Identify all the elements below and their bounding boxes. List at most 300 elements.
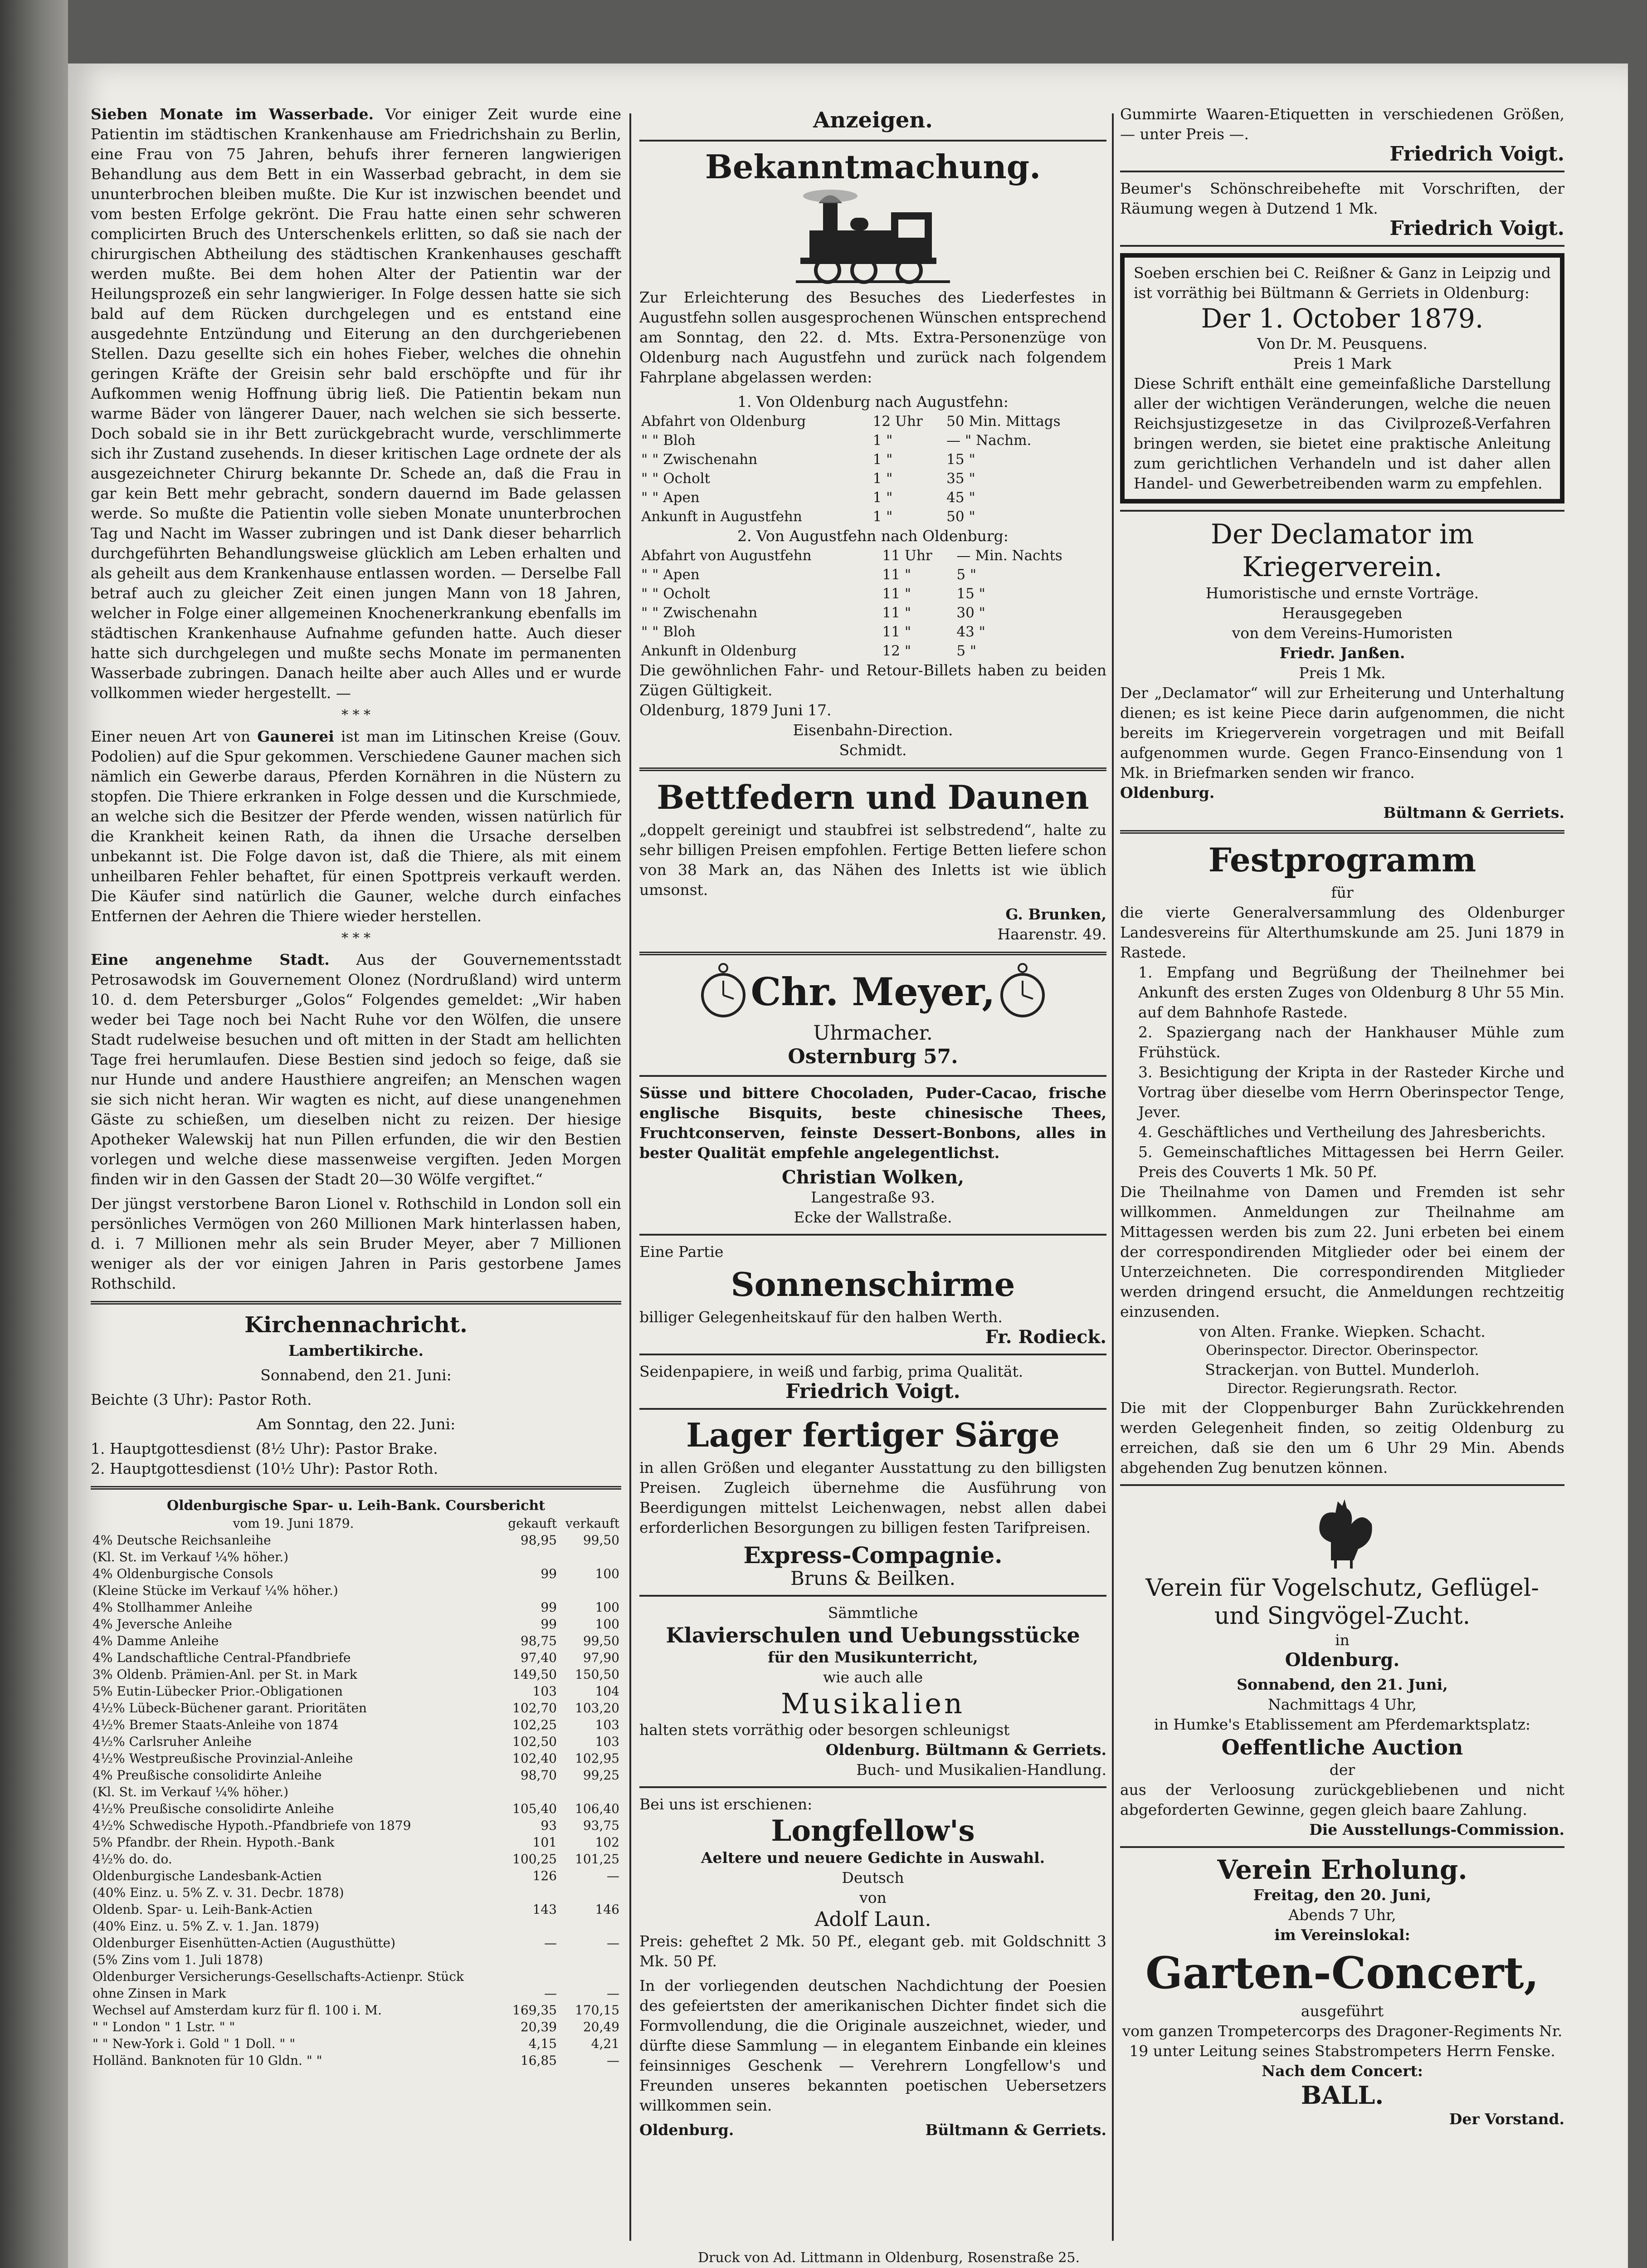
- fest-item: 4. Geschäftliches und Vertheilung des Jahresberichts.: [1138, 1123, 1546, 1141]
- fest-text: Die Theilnahme von Damen und Fremden ist sehr willkommen. Anmeldungen zur Theilnahme am Mittagessen werden bis zum 22. Juni erbeten bei einem der correspondirenden Mitglieder oder bei einem der Unterzeichneten. Die correspondirenden Mitglieder werden dringend ersucht, die Anmeldungen rechtzeitig einzusenden.: [1120, 1183, 1564, 1320]
- bank-row-cell: —: [544, 1936, 557, 1950]
- fest-item: 3. Besichtigung der Kripta in der Rasteder Kirche und Vortrag über dieselbe vom Herrn Oberinspector Tenge, Jever.: [1138, 1063, 1564, 1121]
- bank-row-cell: 4,15: [528, 2036, 557, 2051]
- bek-sign: Schmidt.: [839, 741, 907, 759]
- klav-sign2: Buch- und Musikalien-Handlung.: [856, 1761, 1106, 1779]
- schedule-row-cell: 15 ": [946, 451, 975, 468]
- rooster-icon: [1308, 1492, 1376, 1569]
- article-gaunerei: Einer neuen Art von Gaunerei ist man im Litinschen Kreise (Gouv. Podolien) auf die Spur gekommen. Verschiedene Gauner machen sich nämlich ein Gewerbe daraus, Pferden Kornähren in die Nüstern zu stopfen. Die Thiere erkranken in Folge dessen und die Kurschmiede, an welche sich die Besitzer der Pferde wenden, wissen natürlich für die Krankheit keinen Rath, da ihnen die Ursache derselben unbekannt ist. Die Folge davon ist, daß die Thiere, als mit einem unheilbaren Fehler behaftet, für einen Spottpreis verkauft werden. Die Käufer sind natürlich die Gauner, welche durch einfaches Entfernen der Aehren die Thiere wieder herstellen.: [91, 728, 621, 925]
- klav-text: halten stets vorräthig oder besorgen schleunigst: [639, 1721, 1010, 1739]
- vogel-sign: Die Ausstellungs-Commission.: [1309, 1821, 1564, 1838]
- bank-row-cell: 4% Landschaftliche Central-Pfandbriefe: [93, 1650, 351, 1665]
- bank-row: [91, 2052, 621, 2069]
- bank-row-cell: 4½% Preußische consolidirte Anleihe: [93, 1801, 334, 1816]
- saerge-sign2: Bruns & Beilken.: [790, 1567, 955, 1589]
- bank-row-cell: 20,39: [520, 2019, 557, 2034]
- bank-row: [91, 1666, 621, 1683]
- bank-row-cell: 102,25: [512, 1717, 557, 1732]
- bank-row-cell: " " London " 1 Lstr. " ": [93, 2019, 235, 2034]
- church-sub: Lambertikirche.: [288, 1342, 424, 1359]
- decl-sign: Bültmann & Gerriets.: [1383, 804, 1564, 821]
- meyer-ad: [639, 963, 1106, 1022]
- bank-row-cell: [559, 1549, 621, 1565]
- bank-row-cell: [496, 1784, 559, 1800]
- bank-row: [91, 1750, 621, 1767]
- decl-sub3: von dem Vereins-Humoristen: [1232, 624, 1453, 642]
- erh-after: Nach dem Concert:: [1262, 2062, 1423, 2080]
- bank-row-cell: —: [607, 1868, 619, 1883]
- bett-title: Bettfedern und Daunen: [657, 778, 1089, 816]
- bek-title: Bekanntmachung.: [705, 147, 1041, 186]
- bank-row-cell: (Kl. St. im Verkauf ¼% höher.): [93, 1549, 289, 1564]
- divider: [1120, 510, 1564, 512]
- bank-row-cell: (Kl. St. im Verkauf ¼% höher.): [93, 1784, 289, 1799]
- divider: [639, 140, 1106, 142]
- bank-row-cell: 4% Oldenburgische Consols: [93, 1566, 273, 1581]
- schedule-row-cell: " " Bloh: [641, 624, 696, 640]
- bank-row-cell: 100: [595, 1600, 619, 1615]
- bank-row-cell: Oldenburgische Landesbank-Actien: [93, 1868, 322, 1883]
- klav-big: Musikalien: [781, 1687, 965, 1720]
- bank-row-cell: (5% Zins vom 1. Juli 1878): [93, 1952, 263, 1967]
- bank-row-cell: 150,50: [575, 1667, 619, 1682]
- sched1-title: 1. Von Oldenburg nach Augustfehn:: [737, 393, 1009, 411]
- bank-row: [91, 1935, 621, 1951]
- divider: [1120, 1484, 1564, 1486]
- bank-row-cell: Oldenburger Versicherungs-Gesellschafts-Actienpr. Stück: [93, 1969, 464, 1984]
- vogel-title: Verein für Vogelschutz, Geflügel- und Singvögel-Zucht.: [1145, 1574, 1539, 1630]
- schedule-row-cell: Abfahrt von Augustfehn: [641, 547, 812, 564]
- bank-row-cell: 4½% Westpreußische Provinzial-Anleihe: [93, 1751, 353, 1766]
- bank-row-cell: 5% Pfandbr. der Rhein. Hypoth.-Bank: [93, 1835, 335, 1850]
- divider: [1120, 245, 1564, 247]
- decl-city: Oldenburg.: [1120, 784, 1215, 802]
- church-line: 2. Hauptgottesdienst (10½ Uhr): Pastor Roth.: [91, 1460, 439, 1477]
- bank-row-cell: " " New-York i. Gold " 1 Doll. " ": [93, 2036, 296, 2051]
- schedule-row-cell: " " Zwischenahn: [641, 605, 758, 621]
- long-pre: Bei uns ist erschienen:: [639, 1795, 813, 1813]
- column-ads: [639, 104, 1106, 2245]
- bank-row-cell: [496, 1951, 559, 1968]
- meyer-addr: Osternburg 57.: [788, 1045, 958, 1068]
- vogel-auction: Oeffentliche Auction: [1221, 1735, 1463, 1760]
- choc-addr: Ecke der Wallstraße.: [794, 1208, 952, 1226]
- schedule-row-cell: 5 ": [956, 567, 977, 583]
- bank-row: [91, 1985, 621, 2002]
- beum-text: Beumer's Schönschreibehefte mit Vorschriften, der Räumung wegen à Dutzend 1 Mk.: [1120, 180, 1564, 217]
- bank-row-cell: 106,40: [575, 1801, 619, 1816]
- seiden-text: Seidenpapiere, in weiß und farbig, prima Qualität.: [639, 1363, 1023, 1380]
- sonnen-sign: Fr. Rodieck.: [985, 1326, 1106, 1348]
- schedule-row-cell: " " Ocholt: [641, 586, 711, 602]
- bank-row: [91, 1918, 621, 1935]
- bett-addr: Haarenstr. 49.: [997, 925, 1106, 943]
- schedule-row-cell: 5 ": [956, 643, 977, 659]
- divider: [1120, 1846, 1564, 1848]
- bett-text: „doppelt gereinigt und staubfrei ist selbstredend“, halte zu sehr billigen Preisen empfohlen. Fertige Betten liefere schon von 38 Mark an, das Nähen des Inletts ist wie üblich umsonst.: [639, 821, 1106, 899]
- bank-row: [91, 1817, 621, 1834]
- bank-row-cell: 93,75: [583, 1818, 619, 1833]
- schedule-row: [639, 450, 1106, 469]
- bank-row: [91, 1565, 621, 1582]
- book-spine: [0, 0, 68, 2268]
- bank-row-cell: 146: [595, 1902, 619, 1917]
- bank-row-cell: Oldenburger Eisenhütten-Actien (Augusthütte): [93, 1936, 395, 1950]
- sched2-title: 2. Von Augustfehn nach Oldenburg:: [737, 527, 1009, 545]
- schedule-row-cell: 50 Min. Mittags: [946, 413, 1061, 430]
- schedule-row-cell: 11 ": [882, 624, 911, 640]
- fest-intro: die vierte Generalversammlung des Oldenburger Landesvereins für Alterthumskunde am 25. Juni 1879 in Rastede.: [1120, 904, 1564, 961]
- bank-row: [91, 2019, 621, 2035]
- divider: [639, 1786, 1106, 1788]
- sonnen-text: billiger Gelegenheitskauf für den halben Werth.: [639, 1308, 1003, 1326]
- bank-row-cell: [496, 1549, 559, 1565]
- bank-row: [91, 1700, 621, 1716]
- bank-row-cell: —: [607, 1936, 619, 1950]
- divider: [91, 1301, 621, 1305]
- article-rothbad: Sieben Monate im Wasserbade. Vor einiger Zeit wurde eine Patientin im städtischen Krankenhause am Friedrichshain zu Berlin, eine Frau von 75 Jahren, behufs ihrer ferneren langwierigen Behandlung aus dem Bett in ein Wasserbad gebracht, in dem sie ununterbrochen bleiben mußte. Die Kur ist inzwischen beendet und vom besten Erfolge gekrönt. Die Frau hatte einen sehr schweren complicirten Bruch des Unterschenkels erlitten, so daß sie nach der chirurgischen Abtheilung des städtischen Krankenhauses geschafft werden mußte. Bei dem hohen Alter der Patientin war der Heilungsprozeß ein sehr langwieriger. In Folge dessen hatte sie sich bald auf dem Rücken durchgelegen und es entstand eine ausgedehnte Entzündung und Eiterung an den durchgeriebenen Stellen. Dazu gesellte sich ein hohes Fieber, welches die ohnehin geringen Kräfte der Greisin sehr bald erschöpfte und für ihr Aufkommen wenig Hoffnung übrig ließ. Die Patientin bekam nun warme Bäder von längerer Dauer, nach welchen sie sich besserte. Doch sobald sie in ihr Bett zurückgebracht wurde, verschlimmerte sich ihr Zustand zusehends. In dieser kritischen Lage ordnete der als ausgezeichneter Chirurg bekannte Dr. Schede an, daß die Frau in gar kein Bett mehr gebracht, sondern dauernd im Bade gelassen werde. So mußte die Patientin volle sieben Monate ununterbrochen Tag und Nacht im Wasser zubringen und ist Dank dieser beharrlich durchgeführten Behandlungsweise glücklich am Leben erhalten und als geheilt aus dem Krankenhause entlassen worden. — Derselbe Fall betraf auch zu gleicher Zeit einen jungen Mann von 18 Jahren, welcher in Folge einer allgemeinen Knochenerkrankung ebenfalls im städtischen Krankenhause Aufnahme gefunden hatte. Auch dieser hatte sich durchgelegen und mußte sechs Monate im permanenten Wasserbade zubringen. Danach heilte aber auch Alles und er wurde vollkommen wieder hergestellt. —: [91, 105, 621, 702]
- bank-row-cell: Holländ. Banknoten für 10 Gldn. " ": [93, 2053, 322, 2068]
- long-sub: Aeltere und neuere Gedichte in Auswahl.: [701, 1849, 1045, 1867]
- klav-title: Klavierschulen und Uebungsstücke: [666, 1623, 1080, 1647]
- bank-row-cell: —: [607, 1986, 619, 2001]
- bank-row-cell: 100: [595, 1566, 619, 1581]
- bank-row-cell: 103: [595, 1734, 619, 1749]
- erh-date: Freitag, den 20. Juni,: [1253, 1886, 1432, 1904]
- schedule-row-cell: 15 ": [956, 586, 985, 602]
- pocket-watch-icon: [698, 963, 748, 1022]
- bank-row-cell: 4½% Schwedische Hypoth.-Pfandbriefe von 1879: [93, 1818, 411, 1833]
- bank-row-cell: 103: [595, 1717, 619, 1732]
- fest-for: für: [1331, 884, 1354, 901]
- bank-row: [91, 1582, 621, 1599]
- bank-row-cell: 97,90: [583, 1650, 619, 1665]
- bank-row-cell: 169,35: [512, 2003, 557, 2018]
- schedule-row-cell: " " Apen: [641, 567, 700, 583]
- long-author: Adolf Laun.: [814, 1908, 931, 1931]
- gumm-sign: Friedrich Voigt.: [1389, 142, 1564, 166]
- bank-row-cell: 99,50: [583, 1533, 619, 1548]
- erh-exec: ausgeführt: [1301, 2002, 1384, 2020]
- bank-row: [91, 1633, 621, 1649]
- bank-row-cell: [496, 1582, 559, 1599]
- long-title: Longfellow's: [771, 1814, 975, 1848]
- schedule-row-cell: 11 ": [882, 605, 911, 621]
- bank-row-cell: 143: [532, 1902, 557, 1917]
- bank-row-cell: 103,20: [575, 1701, 619, 1716]
- schedule-row-cell: 45 ": [946, 489, 975, 506]
- bank-row-cell: 4% Deutsche Reichsanleihe: [93, 1533, 271, 1548]
- bank-row-cell: [559, 1784, 621, 1800]
- schedule-row-cell: 12 Uhr: [872, 413, 923, 430]
- separator-stars: * * *: [341, 707, 371, 723]
- sonnen-title: Sonnenschirme: [731, 1265, 1015, 1304]
- schedule-row-cell: " " Bloh: [641, 432, 696, 449]
- schedule-row: [639, 622, 1106, 641]
- vogel-time: Nachmittags 4 Uhr,: [1267, 1696, 1417, 1713]
- bank-row-cell: 4% Jeversche Anleihe: [93, 1617, 232, 1632]
- schedule-row-cell: 1 ": [872, 470, 893, 487]
- bank-row-cell: 98,75: [520, 1633, 557, 1648]
- long-sign: Oldenburg. Bültmann & Gerriets.: [639, 2121, 1106, 2139]
- meyer-trade: Uhrmacher.: [813, 1022, 933, 1045]
- long-sub2: Deutsch: [842, 1869, 904, 1887]
- schedule-row-cell: 35 ": [946, 470, 975, 487]
- bank-row-cell: 100,25: [512, 1852, 557, 1867]
- separator-stars: * * *: [341, 930, 371, 946]
- bank-row-cell: 126: [532, 1868, 557, 1883]
- fest-title: Festprogramm: [1208, 841, 1476, 879]
- schedule-row: [639, 469, 1106, 488]
- bank-row: [91, 1716, 621, 1733]
- bank-row: [91, 1834, 621, 1851]
- bett-sign: G. Brunken,: [1005, 905, 1106, 923]
- bank-title: Oldenburgische Spar- u. Leih-Bank. Coursbericht: [166, 1498, 546, 1514]
- schedule-row-cell: 1 ": [872, 508, 893, 525]
- beum-sign: Friedrich Voigt.: [1389, 217, 1564, 240]
- church-title: Kirchennachricht.: [244, 1312, 468, 1338]
- bank-row: [91, 1968, 621, 1985]
- divider: [639, 1075, 1106, 1077]
- schedule-table-2: [639, 546, 1106, 660]
- bank-row: [91, 1599, 621, 1616]
- bek-intro: Zur Erleichterung des Besuches des Liederfestes in Augustfehn sollen ausgesprochenen Wünschen entsprechend am Sonntag, den 22. d. Mts. Extra-Personenzüge von Oldenburg nach Augustfehn und zurück nach folgendem Fahrplane abgelassen werden:: [639, 288, 1106, 386]
- bank-head: gekauft: [508, 1516, 557, 1531]
- bank-row: [91, 1767, 621, 1784]
- bank-row-cell: 4% Preußische consolidirte Anleihe: [93, 1768, 322, 1783]
- bank-row-cell: —: [607, 2053, 619, 2068]
- erh-sign: Der Vorstand.: [1449, 2110, 1564, 2128]
- bank-head: verkauft: [565, 1516, 619, 1531]
- klav-pre: Sämmtliche: [828, 1604, 918, 1622]
- bank-row-cell: 99: [541, 1566, 557, 1581]
- bank-row: [91, 1884, 621, 1901]
- oktober-ad: [1120, 253, 1564, 503]
- decl-author: Friedr. Janßen.: [1279, 644, 1405, 662]
- gumm-text: Gummirte Waaren-Etiquetten in verschiedenen Größen, — unter Preis —.: [1120, 105, 1564, 143]
- schedule-row-cell: 11 ": [882, 586, 911, 602]
- bank-row-cell: 103: [532, 1684, 557, 1699]
- bank-row: [91, 1649, 621, 1666]
- church-line: 1. Hauptgottesdienst (8½ Uhr): Pastor Brake.: [91, 1440, 438, 1457]
- bank-row-cell: [496, 1918, 559, 1935]
- schedule-row-cell: 1 ": [872, 432, 893, 449]
- bek-note: Die gewöhnlichen Fahr- und Retour-Billets haben zu beiden Zügen Gültigkeit.: [639, 661, 1106, 699]
- bank-row-cell: 99,50: [583, 1633, 619, 1648]
- divider: [639, 952, 1106, 955]
- church-line: Sonnabend, den 21. Juni:: [260, 1366, 452, 1384]
- decl-title: Der Declamator im Kriegerverein.: [1210, 518, 1474, 583]
- divider: [639, 1408, 1106, 1410]
- schedule-row: [639, 641, 1106, 660]
- schedule-row-cell: — " Nachm.: [946, 432, 1032, 449]
- bank-row-cell: 102,95: [575, 1751, 619, 1766]
- divider: [639, 767, 1106, 771]
- schedule-row: [639, 431, 1106, 450]
- bank-date: vom 19. Juni 1879.: [233, 1516, 354, 1531]
- church-line: Am Sonntag, den 22. Juni:: [256, 1415, 456, 1433]
- bank-row-cell: [559, 1968, 621, 1985]
- bank-row: [91, 2035, 621, 2052]
- bank-row-cell: 4½% Bremer Staats-Anleihe von 1874: [93, 1717, 339, 1732]
- bank-row-cell: 4½% Lübeck-Büchener garant. Prioritäten: [93, 1701, 367, 1716]
- fest-names: von Alten. Franke. Wiepken. Schacht.: [1199, 1323, 1486, 1340]
- choc-sign: Christian Wolken,: [781, 1167, 964, 1188]
- bank-row-cell: 4% Damme Anleihe: [93, 1633, 219, 1648]
- erh-place: im Vereinslokal:: [1274, 1926, 1410, 1944]
- fest-list: [1120, 963, 1564, 1182]
- erh-time: Abends 7 Uhr,: [1288, 1906, 1396, 1924]
- bank-row-cell: (40% Einz. u. 5% Z. v. 31. Decbr. 1878): [93, 1885, 344, 1900]
- choc-addr: Langestraße 93.: [811, 1188, 935, 1206]
- bank-row: [91, 1901, 621, 1918]
- schedule-row-cell: 11 ": [882, 567, 911, 583]
- bank-row-cell: 99,25: [583, 1768, 619, 1783]
- schedule-row: [639, 507, 1106, 526]
- saerge-title: Lager fertiger Särge: [686, 1416, 1060, 1454]
- article-rothschild: Der jüngst verstorbene Baron Lionel v. Rothschild in London soll ein persönliches Vermögen von 260 Millionen Mark hinterlassen haben, d. i. 7 Millionen mehr als sein Bruder Meyer, aber 7 Millionen weniger als der vor einigen Jahren in Paris gestorbene James Rothschild.: [91, 1195, 621, 1292]
- schedule-row: [639, 546, 1106, 565]
- column-news: [91, 104, 621, 2250]
- bank-row-cell: 149,50: [512, 1667, 557, 1682]
- bank-row-cell: [559, 1582, 621, 1599]
- bank-row: [91, 1951, 621, 1968]
- fest-names: Strackerjan. von Buttel. Munderloh.: [1205, 1361, 1480, 1378]
- long-text: In der vorliegenden deutschen Nachdichtung der Poesien des gefeiertsten der amerikanischen Dichter findet sich die Formvollendung, die die Originale auszeichnet, wieder, und dürfte diese Sammlung — in elegantem Einbande ein kleines feinsinniges Geschenk — Verehrern Longfellow's und Freunden unseres bekannten poetischen Uebersetzers willkommen sein.: [639, 1977, 1106, 2114]
- okt-title: Der 1. October 1879.: [1201, 303, 1484, 334]
- schedule-row: [639, 584, 1106, 603]
- schedule-row-cell: 50 ": [946, 508, 975, 525]
- bank-row: [91, 1800, 621, 1817]
- schedule-row-cell: 1 ": [872, 451, 893, 468]
- vogel-place: in Humke's Etablissement am Pferdemarktsplatz:: [1154, 1716, 1530, 1733]
- bank-row: [91, 1549, 621, 1565]
- bank-row-cell: 170,15: [575, 2003, 619, 2018]
- bank-row-cell: 20,49: [583, 2019, 619, 2034]
- bank-row-cell: —: [544, 1986, 557, 2001]
- bank-row: [91, 2002, 621, 2019]
- bank-row-cell: 102: [595, 1835, 619, 1850]
- column-ads-right: [1120, 104, 1564, 2250]
- decl-price: Preis 1 Mk.: [1299, 664, 1386, 682]
- erh-concert: Garten-Concert,: [1145, 1947, 1539, 1999]
- bank-row-cell: 4½% do. do.: [93, 1852, 172, 1867]
- divider: [639, 1234, 1106, 1236]
- bank-row-cell: 4% Stollhammer Anleihe: [93, 1600, 253, 1615]
- fest-names: Director. Regierungsrath. Rector.: [1227, 1381, 1457, 1397]
- schedule-row-cell: Abfahrt von Oldenburg: [641, 413, 806, 430]
- church-line: Beichte (3 Uhr): Pastor Roth.: [91, 1391, 312, 1408]
- long-price: Preis: geheftet 2 Mk. 50 Pf., elegant geb. mit Goldschnitt 3 Mk. 50 Pf.: [639, 1932, 1106, 1970]
- bank-row-cell: 4,21: [591, 2036, 619, 2051]
- vogel-text: aus der Verloosung zurückgebliebenen und nicht abgeforderten Gewinne, gegen gleich baare Zahlung.: [1120, 1781, 1564, 1818]
- klav-sub: für den Musikunterricht,: [768, 1648, 978, 1666]
- bank-row-cell: 99: [541, 1600, 557, 1615]
- bank-row-cell: 93: [541, 1818, 557, 1833]
- bank-row-cell: (40% Einz. u. 5% Z. v. 1. Jan. 1879): [93, 1919, 319, 1934]
- saerge-text: in allen Größen und eleganter Ausstattung zu den billigsten Preisen. Zugleich übernehme die Ausführung von Beerdigungen mittelst Leichenwagen, nebst allen dabei erforderlichen Besorgungen zu billigen festen Tarifpreisen.: [639, 1459, 1106, 1536]
- bank-row-cell: 98,70: [520, 1768, 557, 1783]
- schedule-row-cell: — Min. Nachts: [956, 547, 1062, 564]
- schedule-row-cell: " " Zwischenahn: [641, 451, 758, 468]
- pocket-watch-icon: [998, 963, 1048, 1022]
- divider: [639, 1595, 1106, 1597]
- bank-row-cell: [559, 1951, 621, 1968]
- bank-row: [91, 1616, 621, 1633]
- klav-sub2: wie auch alle: [823, 1668, 923, 1686]
- vogel-in: in: [1335, 1631, 1350, 1649]
- column-rule: [1112, 113, 1114, 2241]
- bank-row: [91, 1532, 621, 1549]
- bank-row-cell: 104: [595, 1684, 619, 1699]
- okt-price: Preis 1 Mark: [1293, 355, 1392, 372]
- bank-row-cell: 4½% Carlsruher Anleihe: [93, 1734, 252, 1749]
- divider: [1120, 171, 1564, 172]
- bank-row: [91, 1851, 621, 1867]
- bek-sign: Eisenbahn-Direction.: [793, 721, 953, 739]
- divider: [1120, 830, 1564, 834]
- schedule-table-1: [639, 412, 1106, 526]
- erh-ball: BALL.: [1301, 2081, 1384, 2110]
- fest-end: Die mit der Cloppenburger Bahn Zurückkehrenden werden Gelegenheit finden, so zeitig Oldenburg zu erreichen, daß sie den um 6 Uhr 29 Min. Abends abgehenden Zug benutzen können.: [1120, 1399, 1564, 1476]
- schedule-row-cell: 43 ": [956, 624, 985, 640]
- schedule-row-cell: Ankunft in Oldenburg: [641, 643, 797, 659]
- schedule-row-cell: 30 ": [956, 605, 985, 621]
- bank-table: [91, 1515, 621, 2069]
- bank-row: [91, 1784, 621, 1800]
- bank-row-cell: 102,50: [512, 1734, 557, 1749]
- bank-row-cell: 97,40: [520, 1650, 557, 1665]
- bank-row-cell: 99: [541, 1617, 557, 1632]
- okt-pre: Soeben erschien bei C. Reißner & Ganz in Leipzig und ist vorräthig bei Bültmann & Gerriets in Oldenburg:: [1134, 264, 1551, 302]
- divider: [91, 1486, 621, 1490]
- schedule-row-cell: 12 ": [882, 643, 911, 659]
- fest-item: 5. Gemeinschaftliches Mittagessen bei Herrn Geiler. Preis des Couverts 1 Mk. 50 Pf.: [1138, 1143, 1564, 1181]
- bank-row-cell: 3% Oldenb. Prämien-Anl. per St. in Mark: [93, 1667, 357, 1682]
- bank-row-cell: 5% Eutin-Lübecker Prior.-Obligationen: [93, 1684, 343, 1699]
- schedule-row: [639, 565, 1106, 584]
- printer-footer: Druck von Ad. Littmann in Oldenburg, Rosenstraße 25.: [697, 2250, 1080, 2266]
- fest-item: 2. Spaziergang nach der Hankhauser Mühle zum Frühstück.: [1138, 1023, 1564, 1061]
- schedule-row-cell: 1 ": [872, 489, 893, 506]
- erh-title: Verein Erholung.: [1217, 1854, 1467, 1885]
- schedule-row: [639, 603, 1106, 622]
- schedule-row: [639, 488, 1106, 507]
- bank-row-cell: 100: [595, 1617, 619, 1632]
- meyer-name: Chr. Meyer,: [750, 969, 995, 1014]
- schedule-row-cell: " " Apen: [641, 489, 700, 506]
- bank-row-cell: 105,40: [512, 1801, 557, 1816]
- decl-sub: Humoristische und ernste Vorträge.: [1205, 584, 1479, 602]
- saerge-sign: Express-Compagnie.: [743, 1542, 1003, 1569]
- decl-sub2: Herausgegeben: [1282, 604, 1403, 622]
- divider: [639, 1354, 1106, 1355]
- column-rule: [629, 113, 631, 2241]
- bank-row-cell: Oldenb. Spar- u. Leih-Bank-Actien: [93, 1902, 313, 1917]
- schedule-row-cell: Ankunft in Augustfehn: [641, 508, 802, 525]
- klav-sign: Oldenburg. Bültmann & Gerriets.: [825, 1741, 1106, 1759]
- schedule-row: [639, 412, 1106, 431]
- bank-row: [91, 1733, 621, 1750]
- vogel-city: Oldenburg.: [1285, 1649, 1400, 1671]
- bank-row-cell: 101,25: [575, 1852, 619, 1867]
- okt-text: Diese Schrift enthält eine gemeinfaßliche Darstellung aller der wichtigen Veränderungen, welche die neuen Reichsjustizgesetze in das Civilprozeß-Verfahren bringen werden, sie bietet eine praktische Anleitung zum gerichtlichen Verhandeln und ist daher allen Handel- und Gewerbetreibenden warm zu empfehlen.: [1134, 375, 1551, 492]
- bank-row-cell: [559, 1884, 621, 1901]
- bank-row-cell: [559, 1918, 621, 1935]
- bank-row-cell: 98,95: [520, 1533, 557, 1548]
- bank-row-cell: 102,70: [512, 1701, 557, 1716]
- bank-row-cell: (Kleine Stücke im Verkauf ¼% höher.): [93, 1583, 338, 1598]
